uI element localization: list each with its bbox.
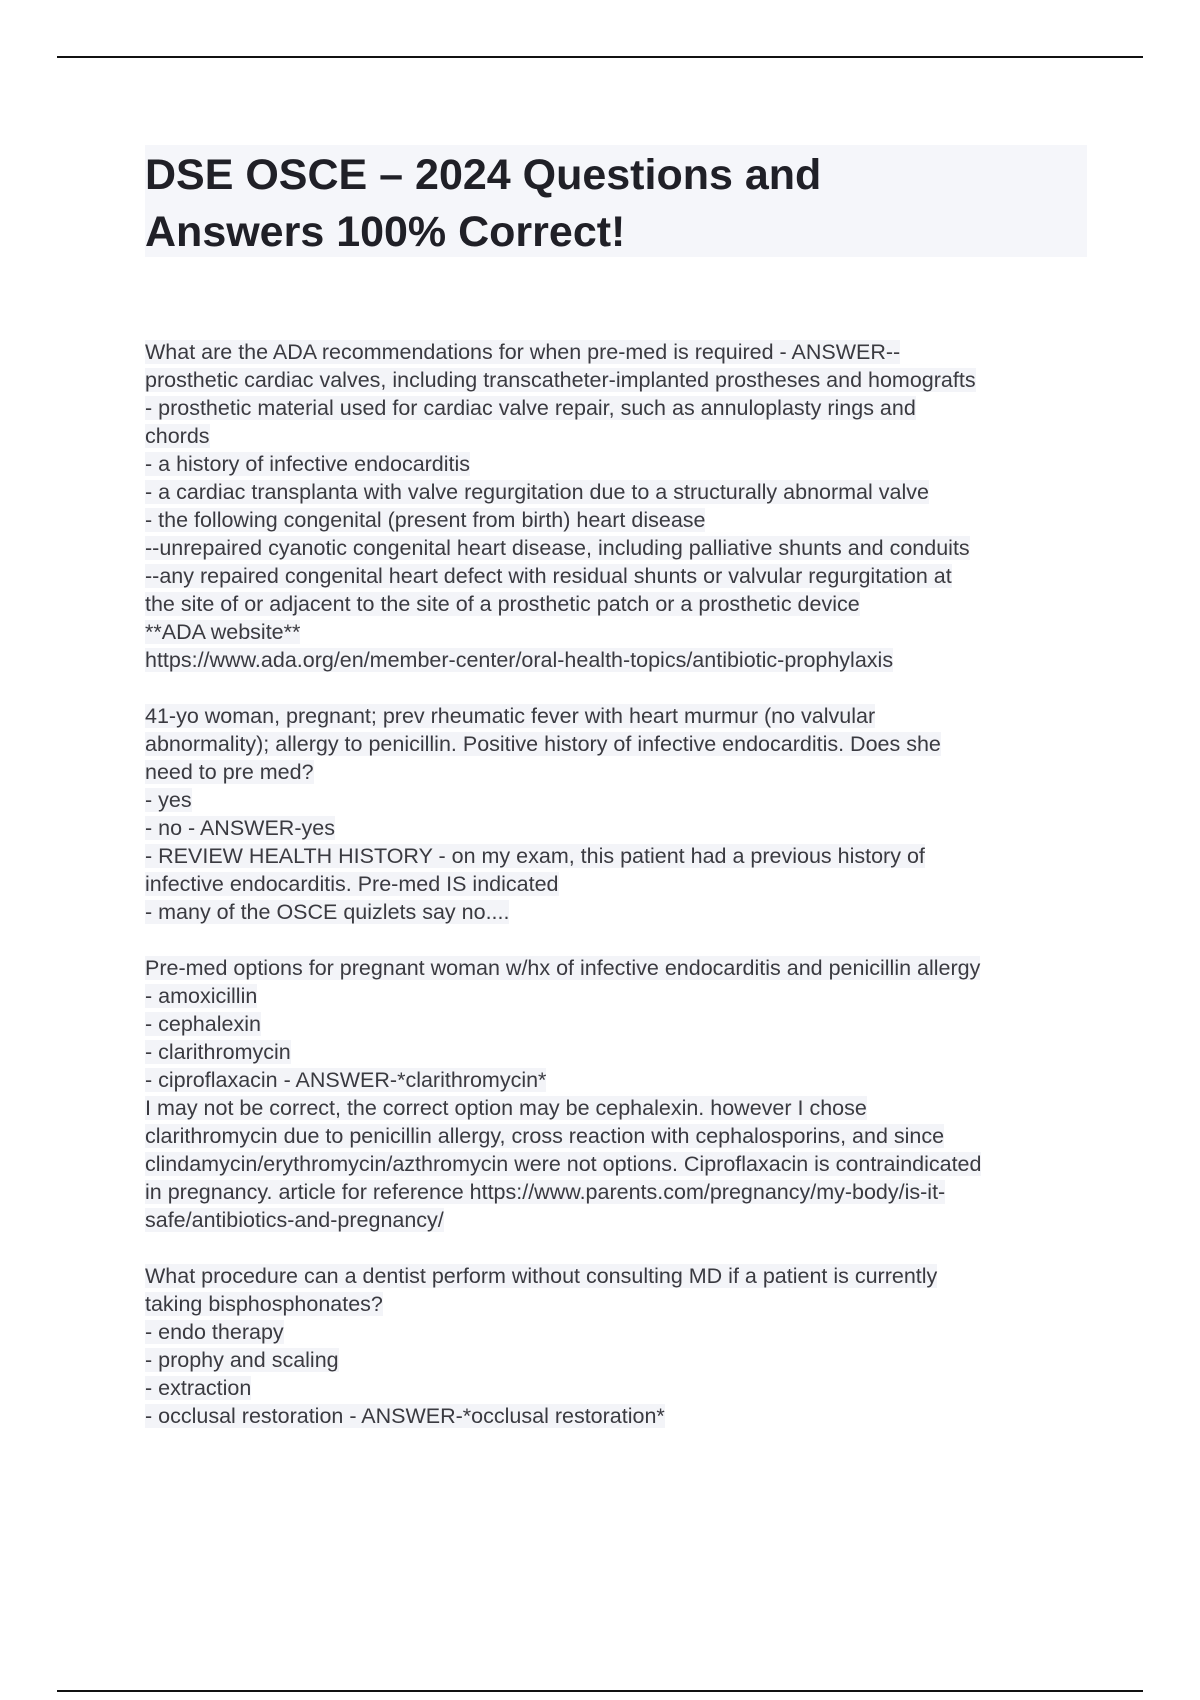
qa-block-premed-recommendations <box>145 338 1095 674</box>
text-line: --any repaired congenital heart defect with residual shunts or valvular regurgitation at <box>145 564 952 588</box>
text-line: - a history of infective endocarditis <box>145 452 471 476</box>
text-line: chords <box>145 424 210 448</box>
text-line: the site of or adjacent to the site of a prosthetic patch or a prosthetic device <box>145 592 860 616</box>
page-title <box>145 147 1085 261</box>
bottom-rule <box>57 1690 1143 1692</box>
text-line: I may not be correct, the correct option may be cephalexin. however I chose <box>145 1096 867 1120</box>
title-line-2: Answers 100% Correct! <box>145 208 626 256</box>
title-line-1: DSE OSCE – 2024 Questions and <box>145 151 822 199</box>
text-line: abnormality); allergy to penicillin. Positive history of infective endocarditis. Does she <box>145 732 941 756</box>
text-line: - amoxicillin <box>145 984 258 1008</box>
text-line: - extraction <box>145 1376 252 1400</box>
text-line: - no - ANSWER-yes <box>145 816 335 840</box>
qa-content <box>145 338 1095 1458</box>
text-line: What are the ADA recommendations for when pre-med is required - ANSWER-- <box>145 340 901 364</box>
text-line: prosthetic cardiac valves, including transcatheter-implanted prostheses and homografts <box>145 368 976 392</box>
text-line: - ciproflaxacin - ANSWER-*clarithromycin* <box>145 1068 547 1092</box>
text-line: - the following congenital (present from birth) heart disease <box>145 508 706 532</box>
text-line: need to pre med? <box>145 760 314 784</box>
text-line: in pregnancy. article for reference https://www.parents.com/pregnancy/my-body/is-it- <box>145 1180 946 1204</box>
qa-block-premed-options <box>145 954 1095 1234</box>
text-line: safe/antibiotics-and-pregnancy/ <box>145 1208 444 1232</box>
text-line: - yes <box>145 788 192 812</box>
text-line: - endo therapy <box>145 1320 284 1344</box>
text-line: 41-yo woman, pregnant; prev rheumatic fever with heart murmur (no valvular <box>145 704 876 728</box>
text-line: --unrepaired cyanotic congenital heart disease, including palliative shunts and conduits <box>145 536 970 560</box>
qa-block-bisphosphonates <box>145 1262 1095 1430</box>
text-line: What procedure can a dentist perform without consulting MD if a patient is currently <box>145 1264 938 1288</box>
text-line: Pre-med options for pregnant woman w/hx of infective endocarditis and penicillin allergy <box>145 956 981 980</box>
text-line: - many of the OSCE quizlets say no.... <box>145 900 510 924</box>
text-line: clarithromycin due to penicillin allergy, cross reaction with cephalosporins, and since <box>145 1124 945 1148</box>
text-line: infective endocarditis. Pre-med IS indicated <box>145 872 559 896</box>
text-line: - occlusal restoration - ANSWER-*occlusal restoration* <box>145 1404 665 1428</box>
reference-url: https://www.ada.org/en/member-center/oral-health-topics/antibiotic-prophylaxis <box>145 648 894 672</box>
text-line: - a cardiac transplanta with valve regurgitation due to a structurally abnormal valve <box>145 480 929 504</box>
text-line: - clarithromycin <box>145 1040 291 1064</box>
text-line: taking bisphosphonates? <box>145 1292 383 1316</box>
text-line: **ADA website** <box>145 620 301 644</box>
text-line: - prosthetic material used for cardiac valve repair, such as annuloplasty rings and <box>145 396 916 420</box>
text-line: clindamycin/erythromycin/azthromycin were not options. Ciproflaxacin is contraindicated <box>145 1152 982 1176</box>
text-line: - REVIEW HEALTH HISTORY - on my exam, this patient had a previous history of <box>145 844 925 868</box>
qa-block-pregnant-premed <box>145 702 1095 926</box>
text-line: - prophy and scaling <box>145 1348 339 1372</box>
top-rule <box>57 56 1143 58</box>
text-line: - cephalexin <box>145 1012 261 1036</box>
